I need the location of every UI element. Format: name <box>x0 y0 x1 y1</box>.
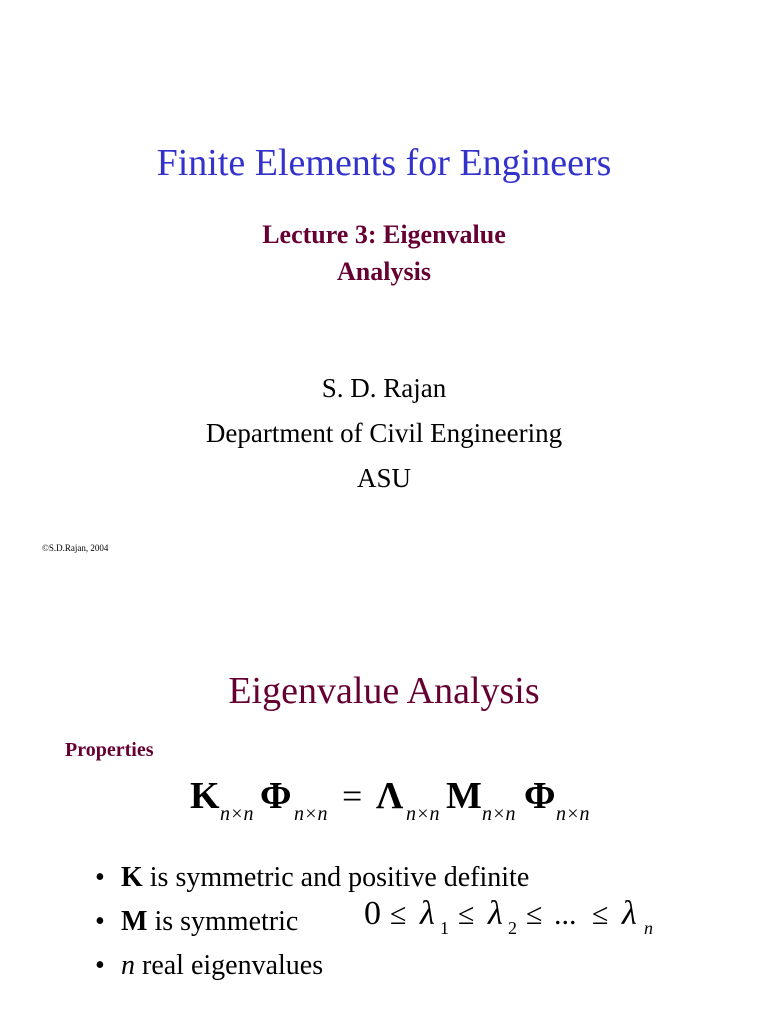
section-heading: Properties <box>65 739 154 761</box>
bullet-icon: • <box>95 950 105 981</box>
eq-K: K <box>190 775 220 817</box>
ineq-leq: ≤ <box>390 898 407 931</box>
bullet-text: is symmetric and positive definite <box>142 862 530 893</box>
institution: ASU <box>356 463 411 493</box>
ineq-sub: n <box>644 918 653 938</box>
eq-sub: n×n <box>556 803 590 825</box>
eq-M: M <box>446 775 482 817</box>
ineq-lambda: λ <box>622 895 637 932</box>
ineq-sub: 1 <box>440 918 449 938</box>
bullet-item <box>95 900 298 944</box>
eq-sub: n×n <box>482 803 516 825</box>
eq-Phi: Φ <box>524 775 556 817</box>
ineq-lambda: λ <box>488 895 503 932</box>
ineq-leq: ≤ <box>458 898 475 931</box>
bullet-symbol: n <box>121 950 135 981</box>
section-title: Eigenvalue Analysis <box>228 670 540 712</box>
subtitle-line-1: Lecture 3: Eigenvalue <box>262 220 506 249</box>
eigenvalue-equation <box>190 770 610 830</box>
eq-equals: = <box>342 776 363 816</box>
copyright-notice: ©S.D.Rajan, 2004 <box>42 543 109 553</box>
ineq-leq: ≤ <box>526 898 543 931</box>
ineq-lambda: λ <box>420 895 435 932</box>
author-block <box>0 366 768 501</box>
bullet-text: real eigenvalues <box>135 950 324 981</box>
bullet-icon: • <box>95 862 105 893</box>
department: Department of Civil Engineering <box>205 418 563 448</box>
bullet-text: is symmetric <box>147 906 299 937</box>
eigenvalue-ordering <box>360 888 670 944</box>
eq-sub: n×n <box>406 803 440 825</box>
author-name: S. D. Rajan <box>321 373 447 403</box>
subtitle-line-2: Analysis <box>337 257 431 286</box>
bullet-icon: • <box>95 906 105 937</box>
eq-Lambda: Λ <box>376 775 404 817</box>
ineq-dots: ... <box>554 898 577 931</box>
ineq-sub: 2 <box>508 918 517 938</box>
bullet-symbol: M <box>121 906 148 937</box>
eq-Phi: Φ <box>260 775 292 817</box>
lecture-subtitle <box>0 216 768 290</box>
ineq-leq: ≤ <box>592 898 609 931</box>
eq-sub: n×n <box>294 803 328 825</box>
eq-sub: n×n <box>220 803 254 825</box>
slide-title: Finite Elements for Engineers <box>156 142 612 184</box>
bullet-item <box>95 944 323 988</box>
ineq-zero: 0 <box>364 895 381 932</box>
bullet-symbol: K <box>121 862 143 893</box>
